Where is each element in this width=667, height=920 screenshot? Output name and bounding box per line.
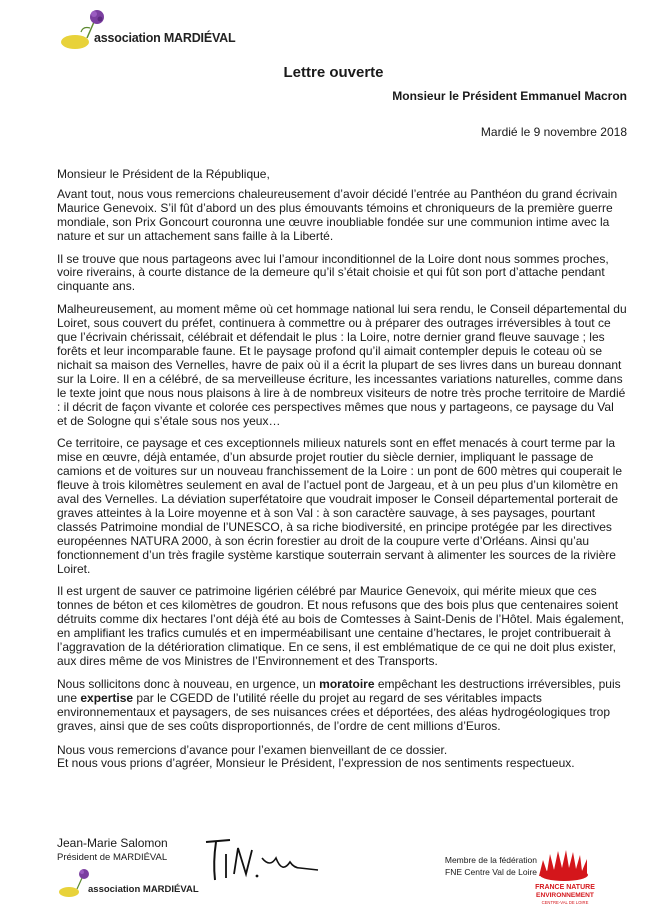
paragraph-1: Avant tout, nous vous remercions chaleureusement d’avoir décidé l’entrée au Panthéon du grand écrivain Maurice Genevoix. S’il fût d’abord un des plus émouvants témoins et chroniqueurs de la première guerre mondiale, son Prix Goncourt couronna une œuvre inoubliable fondée sur une communion intime avec la nature et sur un attachement sans faille à la Liberté.	[57, 186, 618, 243]
recipient-line: Monsieur le Président Emmanuel Macron	[392, 89, 627, 103]
fne-line-1: FRANCE NATURE	[535, 884, 595, 891]
paragraph-5: Il est urgent de sauver ce patrimoine ligérien célébré par Maurice Genevoix, qui mérite mieux que ces tonnes de béton et ces kilomètres de goudron. Et nous refusons que des bois plus que centenaires soient détruits comme dix hectares l’ont déjà été au bois de Comtesses à Saint-Denis de l’Hôtel. Mais également, en amplifiant les trafics cumulés et en imperméabilisant une centaine d’hectares, le projet contribuerait à l’aggravation de la détérioration climatique. En ce sens, il est emblématique de ce qui ne doit plus exister, aux dires même de vos Ministres de l’Environnement et des Transports.	[57, 584, 624, 668]
federation-line-2: FNE Centre Val de Loire	[445, 867, 537, 877]
signer-name: Jean-Marie Salomon	[57, 836, 168, 850]
flower-logo-icon	[59, 869, 89, 897]
association-name: association MARDIÉVAL	[94, 31, 236, 45]
closing-line-1: Nous vous remercions d’avance pour l’examen bienveillant de ce dossier.	[57, 742, 448, 757]
fne-hedgehog-logo-icon	[535, 848, 595, 912]
handwritten-signature-icon	[200, 834, 325, 884]
salutation: Monsieur le Président de la République,	[57, 167, 270, 181]
federation-line-1: Membre de la fédération	[444, 855, 537, 865]
paragraph-3: Malheureusement, au moment même où cet hommage national lui sera rendu, le Conseil départemental du Loiret, sous couvert du préfet, continuera à commettre ou à préparer des outrages irréversibles à tout ce que l’écrivain chérissait, célébrait et défendait le plus : la Loire, notre dernier grand fleuve sauvage ; les forêts et leur incomparable faune. Et le paysage profond qu’il aimait contempler depuis le coteau où se nichait sa maison des Vernelles, havre de paix où il a écrit la plupart de ses livres dans un bureau donnant sur la Loire. Il en a célébré, de sa merveilleuse écriture, les incessantes variations naturelles, comme dans le texte joint que nous nous plaisons à lire à de nombreux visiteurs de notre très proche territoire de Mardié : il décrit de façon vivante et colorée ces perspectives mêmes que nous y partageons, ce paysage du Val et de Sologne qui s’étale sous nos yeux…	[57, 302, 627, 428]
association-name-small: association MARDIÉVAL	[88, 884, 199, 895]
closing-line-2: Et nous vous prions d’agréer, Monsieur le Président, l’expression de nos sentiments respectueux.	[57, 756, 575, 771]
moratoire-emphasis: moratoire	[319, 676, 375, 691]
letter-body	[57, 168, 627, 780]
letter-date: Mardié le 9 novembre 2018	[480, 125, 627, 139]
expertise-emphasis: expertise	[80, 690, 134, 705]
signer-role: Président de MARDIÉVAL	[57, 852, 168, 863]
paragraph-2: Il se trouve que nous partageons avec lui l’amour inconditionnel de la Loire dont nous sommes proches, voire riverains, à courte distance de la demeure qu’il s’était choisie et qui fût son port d’attache pendant cinquante ans.	[57, 251, 609, 294]
p6-text-c: empêchant les destructions irréversibles, puis une	[57, 676, 621, 705]
paragraph-4: Ce territoire, ce paysage et ces exceptionnels milieux naturels sont en effet menacés à court terme par la mise en œuvre, déjà entamée, d’un absurde projet routier du siècle dernier, impliquant le passage de camions et de voitures sur un nouveau franchissement de la Loire : un pont de 600 mètres qui couperait le fleuve à trois kilomètres seulement en aval de l’actuel pont de Jargeau, et à un peu plus d’un kilomètre en aval des Vernelles. La déviation superfétatoire que voudrait imposer le Conseil départemental porterait de graves atteintes à la Loire moyenne et à son Val : à son caractère sauvage, à ses paysages, pourtant classés Patrimoine mondial de l’UNESCO, à sa riche biodiversité, en principe protégée par les directives européennes NATURA 2000, à son écrin forestier au droit de la coupure verte d’Orléans. Ainsi qu’au fonctionnement d’un très fragile système karstique souterrain servant à alimenter les sources de la rivière Loiret.	[57, 436, 623, 576]
fne-line-2: ENVIRONNEMENT	[536, 892, 594, 899]
fne-line-3: CENTRE-VAL DE LOIRE	[541, 900, 589, 905]
p6-text-e: par le CGEDD de l’utilité réelle du projet au regard de ses véritables impacts environnementaux et paysagers, de ses nuisances crées et déportées, des aléas hydrogéologiques trop graves, ainsi que de ses coûts disproportionnés, de l’ordre de cent millions d’Euros.	[57, 690, 611, 733]
page-title: Lettre ouverte	[283, 64, 384, 81]
p6-text-a: Nous sollicitons donc à nouveau, en urgence, un	[57, 676, 320, 691]
paragraph-6	[57, 678, 627, 734]
